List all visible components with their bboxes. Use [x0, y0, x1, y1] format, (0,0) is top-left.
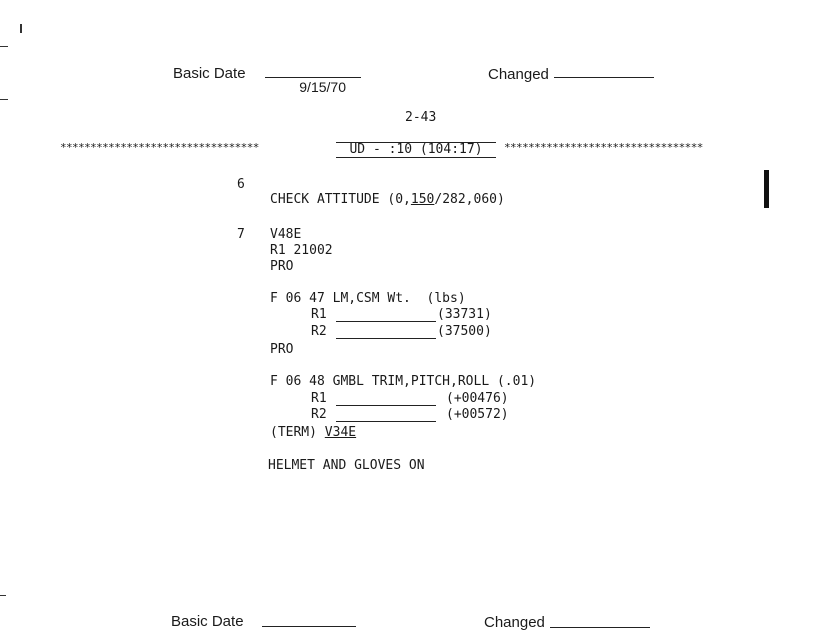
footer-changed-label: Changed: [484, 614, 545, 631]
header-basic-date-label: Basic Date: [173, 65, 246, 82]
footer-changed-field: [550, 627, 650, 628]
display-1-r1-field: [336, 321, 436, 322]
display-2-title: F 06 48 GMBL TRIM,PITCH,ROLL (.01): [270, 374, 537, 389]
step-6-text: [270, 177, 505, 207]
display-1-r2-field: [336, 338, 436, 339]
step-6-text-prefix: CHECK ATTITUDE (0,: [270, 192, 411, 207]
banner-stars-left: *********************************: [60, 141, 259, 154]
step-7-line: PRO: [270, 259, 294, 274]
display-1-r2-value: (37500): [437, 324, 492, 339]
margin-tick: [0, 99, 8, 100]
banner-time-label: UD - :10 (104:17): [336, 142, 496, 158]
display-2-after: [270, 425, 356, 440]
footer-basic-date-field: [262, 626, 356, 627]
footer-basic-date-label: Basic Date: [171, 613, 244, 630]
header-changed-label: Changed: [488, 66, 549, 83]
change-bar: [764, 170, 769, 208]
header-basic-date-field: [265, 57, 361, 95]
step-number: 7: [237, 227, 245, 242]
display-2-r1-label: R1: [311, 391, 327, 406]
step-6-text-underlined: 150: [410, 192, 435, 207]
page-number: 2-43: [405, 110, 437, 125]
step-number: 6: [237, 177, 245, 192]
display-1-r2-label: R2: [311, 324, 327, 339]
display-1-after: PRO: [270, 342, 294, 357]
display-2-r1-field: [336, 405, 436, 406]
display-1-title: F 06 47 LM,CSM Wt. (lbs): [270, 291, 466, 306]
step-6-text-suffix: /282,060): [434, 192, 505, 207]
margin-tick: [0, 595, 6, 596]
margin-tick: [0, 46, 8, 47]
display-2-after-prefix: (TERM): [270, 425, 325, 440]
header-basic-date-value: 9/15/70: [299, 79, 346, 95]
display-2-after-underlined: V34E: [324, 425, 357, 440]
header-changed-field: [554, 77, 654, 78]
display-1-r1-label: R1: [311, 307, 327, 322]
display-2-r2-field: [336, 421, 436, 422]
step-7-line: V48E: [270, 227, 302, 242]
display-2-r2-value: (+00572): [446, 407, 509, 422]
banner-stars-right: *********************************: [504, 141, 703, 154]
display-1-r1-value: (33731): [437, 307, 492, 322]
display-2-r2-label: R2: [311, 407, 327, 422]
display-2-r1-value: (+00476): [446, 391, 509, 406]
step-7-line: R1 21002: [270, 243, 333, 258]
margin-tick: [20, 24, 22, 33]
step-7-final: HELMET AND GLOVES ON: [268, 458, 425, 473]
